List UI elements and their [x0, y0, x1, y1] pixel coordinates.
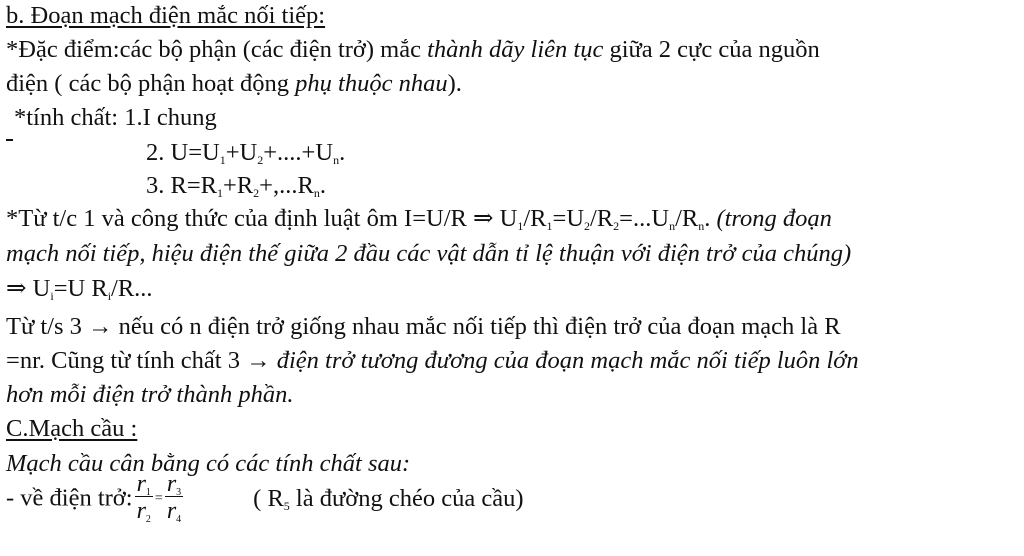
fraction-r3-r4: $\frac{r_3}{r_4}$ — [166, 471, 182, 525]
resistance-formula-line: - về điện trở: $\frac{r_1}{r_2}$ = $\frac{r_3}{r_4}$ ( $R_5$ là đường chéo của cầu) — [6, 471, 524, 525]
equals-sign: = — [154, 490, 163, 506]
ui-formula: ⇒ $U_i=U$ $R_i/R$... — [6, 275, 153, 303]
diagonal-note: ( $R_5$ là đường chéo của cầu) — [253, 484, 524, 513]
feature-text: *Đặc điểm:các bộ phận (các điện trở) mắc — [6, 36, 428, 63]
properties-label: *tính chất: 1.I chung — [14, 104, 217, 131]
feature-line2-end: ). — [447, 70, 462, 97]
margin-tick — [6, 139, 13, 141]
feature-line2-italic: phụ thuộc nhau — [295, 70, 448, 97]
ts3-line-3: hơn mỗi điện trở thành phần. — [6, 381, 294, 408]
balanced-bridge-line: Mạch cầu cân bằng có các tính chất sau: — [6, 450, 411, 477]
feature-text-rest: giữa 2 cực của nguồn — [603, 36, 820, 63]
property-2: 2. $U=U_1+U_2+....+U_n$. — [146, 139, 346, 167]
ohm-law-italic-line: mạch nối tiếp, hiệu điện thế giữa 2 đầu các vật dẫn tỉ lệ thuận với điện trở của chúng) — [6, 240, 852, 267]
feature-italic: thành dãy liên tục — [427, 36, 604, 63]
ohm-law-line: *Từ t/c 1 và công thức của định luật ôm I=U/R ⇒ $U_1/R_1=U_2/R_2=...U_n/R_n$. (trong đoạn — [6, 205, 832, 233]
section-c-heading: C.Mạch cầu : — [6, 415, 138, 442]
ts3-line-2: =nr. Cũng từ tính chất 3 → điện trở tương đương của đoạn mạch mắc nối tiếp luôn lớn — [6, 347, 859, 374]
feature-line-2 — [6, 68, 462, 100]
property-3: 3. $R=R_1+R_2+,...R_n$. — [146, 172, 326, 200]
ts3-line-1: Từ t/s 3 → nếu có n điện trở giống nhau mắc nối tiếp thì điện trở của đoạn mạch là R — [6, 313, 841, 340]
section-b-heading: b. Đoạn mạch điện mắc nối tiếp: — [6, 2, 326, 29]
fraction-r1-r2: $\frac{r_1}{r_2}$ — [136, 471, 151, 525]
feature-line-1 — [6, 34, 820, 66]
feature-line2-text: điện ( các bộ phận hoạt động — [6, 70, 296, 97]
